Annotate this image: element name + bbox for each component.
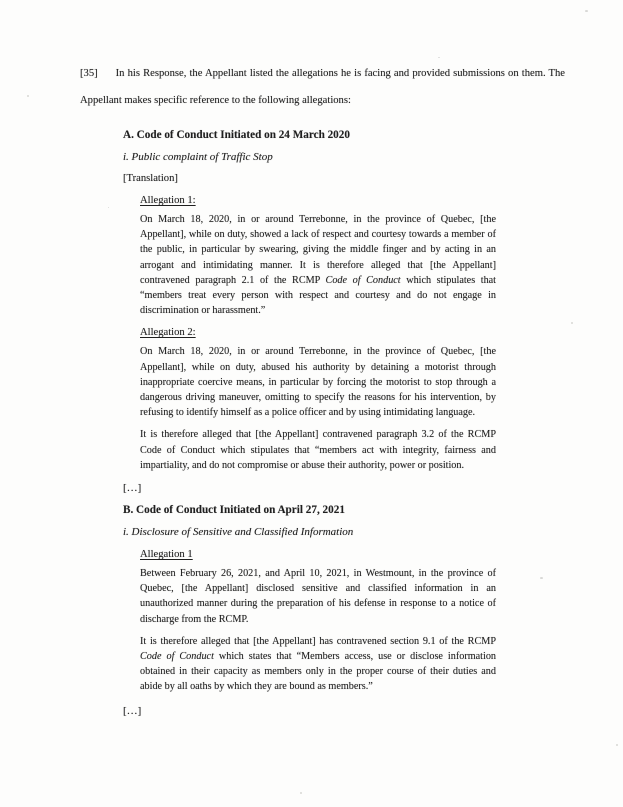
section-a-subheading: i. Public complaint of Traffic Stop [123, 151, 273, 163]
allegation-b1-label: Allegation 1 [140, 549, 193, 561]
allegation-1-text: On March 18, 2020, in or around Terrebonne, in the province of Quebec, [the Appellant], while on duty, showed a lack of respect and courtesy towards a member of the public, in particular by swearing, giving the middle finger and by acting in an arrogant and intimidating manner. It is therefore alleged that [the Appellant] contravened paragraph 2.1 of the RCMP [140, 214, 496, 286]
allegation-b1-conclusion-text: It is therefore alleged that [the Appellant] has contravened section 9.1 of the RCMP [140, 635, 496, 647]
scan-artifact [571, 322, 573, 324]
scan-artifact [585, 10, 588, 12]
code-of-conduct-italic: Code of Conduct [325, 274, 401, 286]
scan-artifact [540, 577, 543, 579]
omission-marker-2: […] [123, 704, 142, 717]
section-b-heading: B. Code of Conduct Initiated on April 27, 2021 [123, 504, 345, 517]
allegation-1-text-cont: which stipulates that “members treat every person with respect and courtesy and do not engage in discrimination or harassment.” [140, 274, 497, 317]
paragraph-35 [80, 60, 565, 114]
code-of-conduct-italic: Code of Conduct [140, 651, 214, 663]
allegation-2-label: Allegation 2: [140, 327, 196, 339]
allegation-b1-body: Between February 26, 2021, and April 10, 2021, in Westmount, in the province of Quebec, [the Appellant] disclosed sensitive and classified information in an unauthorized manner during the preparation of his defense in response to a notice of discharge from the RCMP. [140, 568, 496, 625]
allegation-1-body [140, 212, 496, 318]
scan-artifact [438, 57, 440, 58]
omission-marker-1: […] [123, 482, 142, 495]
scan-artifact [616, 744, 618, 746]
allegation-2-body: On March 18, 2020, in or around Terrebonne, in the province of Quebec, [the Appellant], while on duty, abused his authority by detaining a motorist through inappropriate coercive means, in particular by forcing the motorist to stop through a dangerous driving maneuver, omitting to specify the reasons for his intervention, by refusing to identify himself as a police officer and by using intimidating language. [140, 346, 496, 419]
allegation-b1-conclusion [140, 634, 496, 695]
translation-note: [Translation] [123, 173, 178, 184]
scan-artifact [108, 207, 109, 208]
allegation-1-label: Allegation 1: [140, 195, 196, 206]
scan-artifact [27, 95, 29, 97]
allegation-2-conclusion: It is therefore alleged that [the Appellant] contravened paragraph 3.2 of the RCMP Code of Conduct which stipulates that “members act with integrity, fairness and impartiality, and do not compromise or abuse their authority, power or position. [140, 429, 496, 471]
section-b-subheading: i. Disclosure of Sensitive and Classified Information [123, 526, 354, 539]
scan-artifact [300, 792, 302, 794]
paragraph-number: [35] [80, 68, 98, 79]
section-a-heading: A. Code of Conduct Initiated on 24 March 2020 [123, 129, 350, 141]
paragraph-35-text: In his Response, the Appellant listed the allegations he is facing and provided submissions on them. The Appellant makes specific reference to the following allegations: [80, 68, 565, 106]
allegation-b1-conclusion-cont: which states that “Members access, use or disclose information obtained in their capacity as members only in the proper course of their duties and abide by all oaths by which they are bound as members.” [140, 651, 497, 693]
